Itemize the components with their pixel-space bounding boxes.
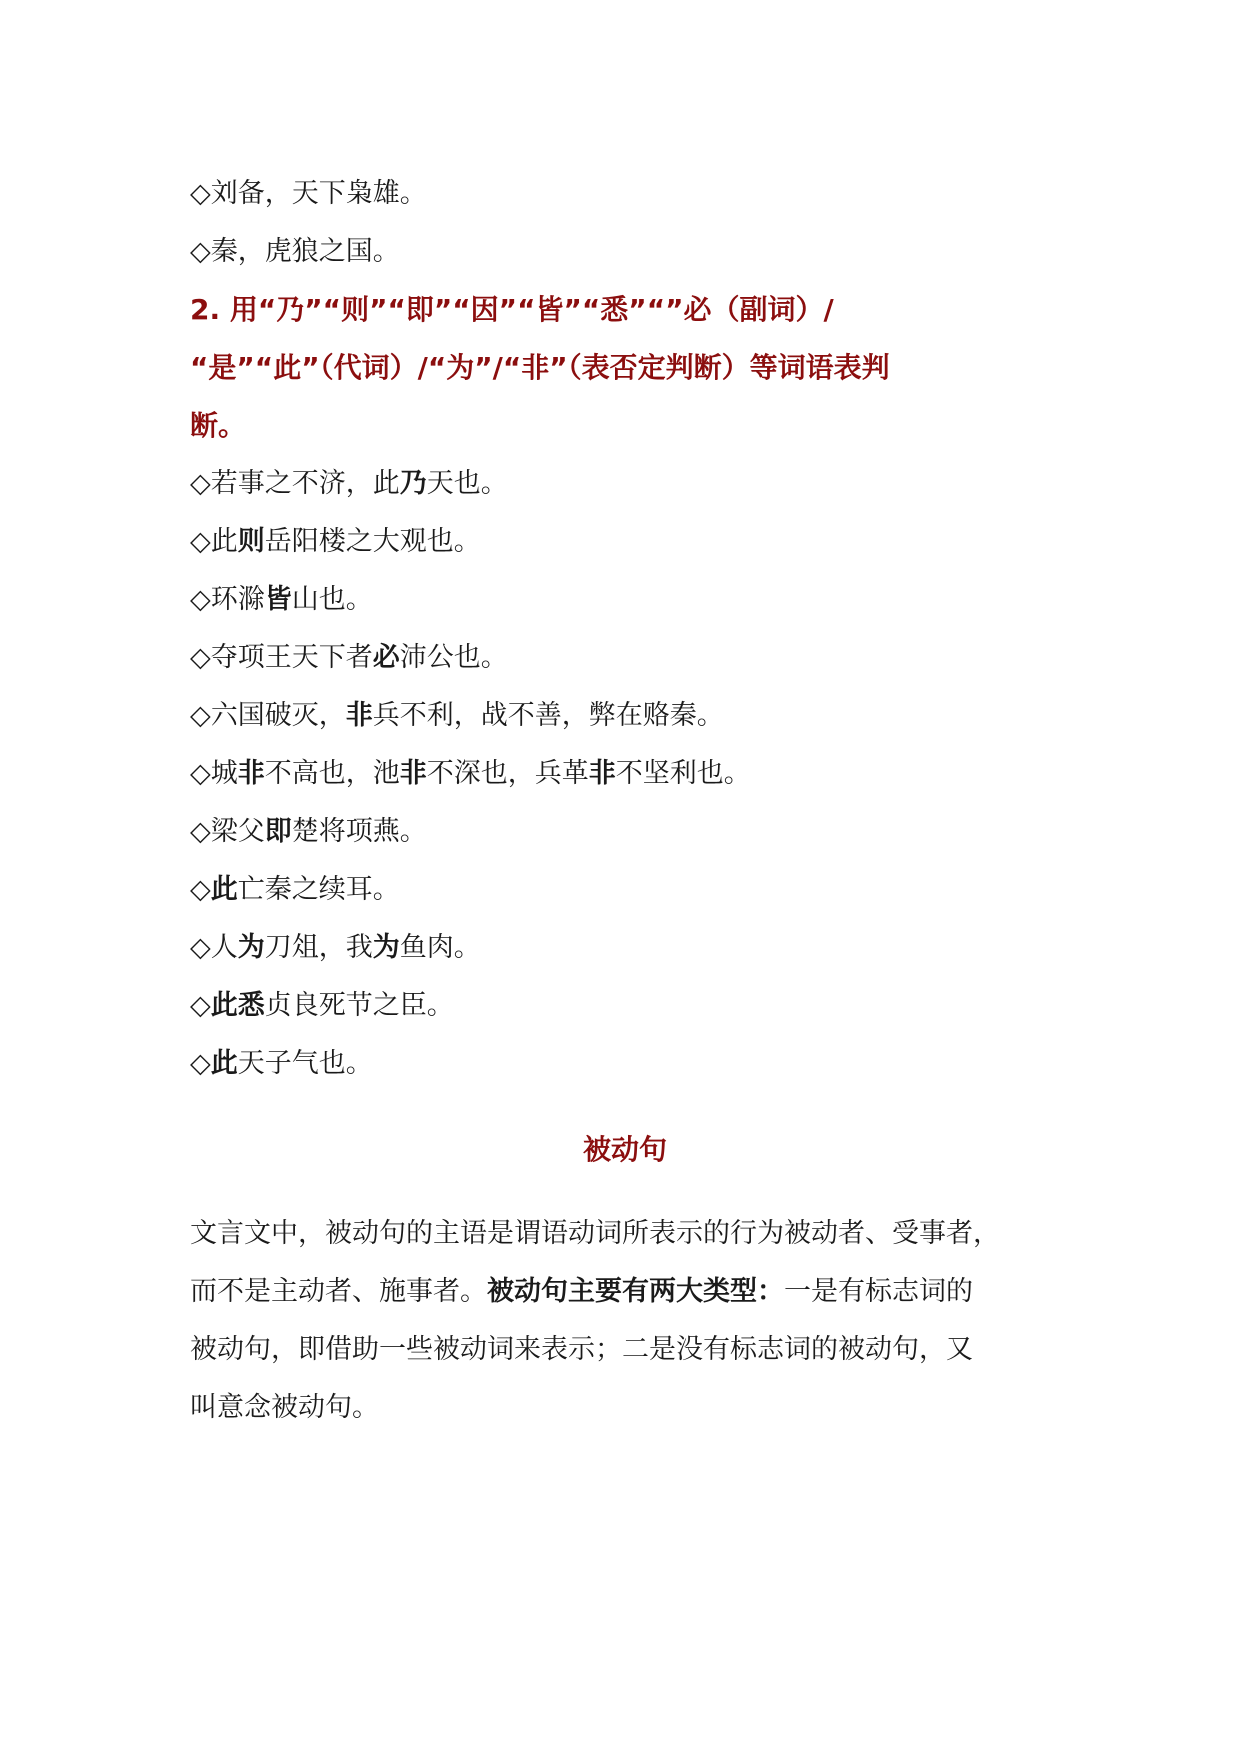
example-text: 贞良死节之臣。 [264, 990, 454, 1021]
heading-line-3: 断。 [190, 409, 247, 442]
example-text: ◇此 [190, 526, 238, 557]
example-line [190, 177, 427, 211]
example-line [190, 235, 400, 269]
example-line [190, 815, 427, 849]
example-text: 沛公也。 [399, 642, 508, 673]
paragraph-line: 叫意念被动句。 [190, 1392, 379, 1423]
keyword: 非 [399, 758, 427, 789]
keyword: 非 [588, 758, 616, 789]
example-text: ◇人 [190, 932, 238, 963]
example-line [190, 583, 373, 617]
example-text: 鱼肉。 [399, 932, 481, 963]
example-line [190, 989, 454, 1023]
keyword: 乃 [399, 468, 427, 499]
paragraph-text: 而不是主动者、施事者。 [190, 1276, 487, 1307]
example-text: ◇环滁 [190, 584, 265, 615]
example-line [190, 1047, 373, 1081]
example-text: ◇梁父 [190, 816, 265, 847]
example-text: 兵不利，战不善，弊在赂秦。 [372, 700, 724, 731]
example-text: ◇ [190, 990, 211, 1021]
example-text: 亡秦之续耳。 [237, 874, 400, 905]
keyword: 必 [372, 642, 400, 673]
keyword: 则 [237, 526, 265, 557]
example-text: 楚将项燕。 [291, 816, 427, 847]
paragraph-line: 文言文中，被动句的主语是谓语动词所表示的行为被动者、受事者， [190, 1218, 1000, 1249]
paragraph-text: 一是有标志词的 [784, 1276, 973, 1307]
example-text: ◇ [190, 1048, 211, 1079]
example-text: ◇刘备，天下枭雄。 [190, 178, 427, 209]
example-line [190, 931, 481, 965]
keyword: 即 [264, 816, 292, 847]
example-line [190, 873, 400, 907]
example-line [190, 699, 724, 733]
example-text: 岳阳楼之大观也。 [264, 526, 481, 557]
example-line [190, 467, 508, 501]
example-text: 刀俎，我 [264, 932, 373, 963]
example-text: 不深也，兵革 [426, 758, 589, 789]
keyword: 此 [210, 874, 238, 905]
example-text: 天子气也。 [237, 1048, 373, 1079]
example-line [190, 525, 481, 559]
example-text: ◇秦，虎狼之国。 [190, 236, 400, 267]
keyword: 非 [345, 700, 373, 731]
heading-line-2: “是”“此”（代词）/“为”/“非”（表否定判断）等词语表判 [190, 351, 890, 384]
example-text: ◇城 [190, 758, 238, 789]
example-text: ◇六国破灭， [190, 700, 346, 731]
emphasis-text: 被动句主要有两大类型： [487, 1276, 784, 1307]
example-text: ◇夺项王天下者 [190, 642, 373, 673]
example-text: 山也。 [291, 584, 373, 615]
example-line [190, 641, 508, 675]
example-text: ◇若事之不济，此 [190, 468, 400, 499]
paragraph-line: 被动句，即借助一些被动词来表示；二是没有标志词的被动句，又 [190, 1334, 973, 1365]
keyword: 为 [237, 932, 265, 963]
heading-line-1: 2. 用“乃”“则”“即”“因”“皆”“悉”“”必（副词）/ [190, 293, 834, 326]
example-text: 不高也，池 [264, 758, 400, 789]
example-line [190, 757, 751, 791]
keyword: 皆 [264, 584, 292, 615]
keyword: 此 [210, 1048, 238, 1079]
example-text: 天也。 [426, 468, 508, 499]
section-title: 被动句 [582, 1133, 667, 1166]
example-text: 不坚利也。 [615, 758, 751, 789]
keyword: 此悉 [210, 990, 265, 1021]
keyword: 为 [372, 932, 400, 963]
paragraph-line [190, 1275, 973, 1309]
keyword: 非 [237, 758, 265, 789]
example-text: ◇ [190, 874, 211, 905]
